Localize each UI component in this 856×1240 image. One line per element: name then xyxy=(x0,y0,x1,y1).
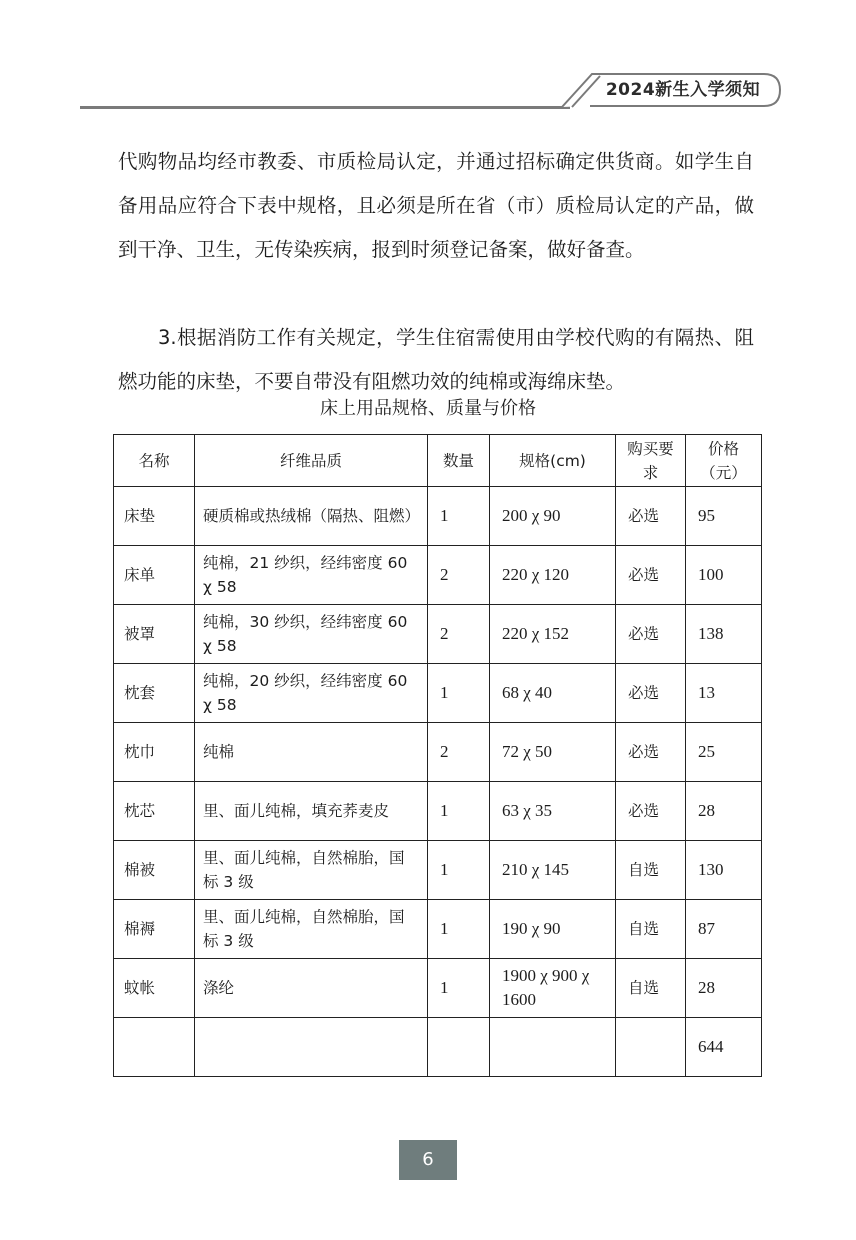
cell-price: 95 xyxy=(686,487,762,546)
cell-price: 25 xyxy=(686,723,762,782)
cell-qty: 1 xyxy=(428,664,490,723)
cell-quality: 纯棉 xyxy=(195,723,428,782)
table-header-row xyxy=(114,435,762,487)
cell-price: 28 xyxy=(686,959,762,1018)
cell-spec: 210 χ 145 xyxy=(490,841,616,900)
col-header-quality: 纤维品质 xyxy=(195,435,428,487)
cell-spec xyxy=(490,1018,616,1077)
cell-qty: 1 xyxy=(428,900,490,959)
cell-quality xyxy=(195,1018,428,1077)
cell-spec: 1900 χ 900 χ 1600 xyxy=(490,959,616,1018)
cell-quality: 里、面儿纯棉，自然棉胎，国标 3 级 xyxy=(195,841,428,900)
cell-spec: 200 χ 90 xyxy=(490,487,616,546)
bedding-spec-table xyxy=(113,434,762,1077)
cell-spec: 220 χ 120 xyxy=(490,546,616,605)
cell-req: 必选 xyxy=(616,487,686,546)
cell-quality: 纯棉，30 纱织，经纬密度 60 χ 58 xyxy=(195,605,428,664)
col-header-qty: 数量 xyxy=(428,435,490,487)
cell-name: 蚊帐 xyxy=(114,959,195,1018)
table-row xyxy=(114,664,762,723)
table-row xyxy=(114,546,762,605)
cell-spec: 68 χ 40 xyxy=(490,664,616,723)
table-row xyxy=(114,605,762,664)
cell-req: 必选 xyxy=(616,782,686,841)
cell-qty: 2 xyxy=(428,605,490,664)
cell-price: 28 xyxy=(686,782,762,841)
paragraph-fire-safety: 3.根据消防工作有关规定，学生住宿需使用由学校代购的有隔热、阻燃功能的床垫，不要自带没有阻燃功效的纯棉或海绵床垫。 xyxy=(118,326,754,393)
cell-spec: 190 χ 90 xyxy=(490,900,616,959)
col-header-spec: 规格(cm) xyxy=(490,435,616,487)
table-row xyxy=(114,841,762,900)
cell-name: 棉被 xyxy=(114,841,195,900)
cell-quality: 纯棉，21 纱织，经纬密度 60 χ 58 xyxy=(195,546,428,605)
header-title: 2024新生入学须知 xyxy=(605,80,761,100)
table-row xyxy=(114,959,762,1018)
cell-qty: 2 xyxy=(428,723,490,782)
cell-spec: 63 χ 35 xyxy=(490,782,616,841)
cell-req: 必选 xyxy=(616,546,686,605)
cell-qty: 1 xyxy=(428,841,490,900)
cell-price: 138 xyxy=(686,605,762,664)
col-header-req: 购买要求 xyxy=(616,435,686,487)
cell-req xyxy=(616,1018,686,1077)
cell-name: 枕芯 xyxy=(114,782,195,841)
cell-quality: 里、面儿纯棉，自然棉胎，国标 3 级 xyxy=(195,900,428,959)
cell-spec: 220 χ 152 xyxy=(490,605,616,664)
cell-req: 自选 xyxy=(616,900,686,959)
col-header-name: 名称 xyxy=(114,435,195,487)
cell-req: 必选 xyxy=(616,605,686,664)
cell-price-total: 644 xyxy=(686,1018,762,1077)
cell-qty: 1 xyxy=(428,782,490,841)
cell-qty: 1 xyxy=(428,487,490,546)
paragraph-supply-rules: 代购物品均经市教委、市质检局认定，并通过招标确定供货商。如学生自备用品应符合下表中规格，且必须是所在省（市）质检局认定的产品，做到干净、卫生，无传染疾病，报到时须登记备案，做好备查。 xyxy=(118,150,754,261)
cell-name: 枕套 xyxy=(114,664,195,723)
cell-price: 13 xyxy=(686,664,762,723)
table-total-row xyxy=(114,1018,762,1077)
cell-quality: 硬质棉或热绒棉（隔热、阻燃） xyxy=(195,487,428,546)
cell-qty xyxy=(428,1018,490,1077)
cell-req: 必选 xyxy=(616,723,686,782)
table-row xyxy=(114,723,762,782)
cell-spec: 72 χ 50 xyxy=(490,723,616,782)
cell-quality: 纯棉，20 纱织，经纬密度 60 χ 58 xyxy=(195,664,428,723)
cell-name: 枕巾 xyxy=(114,723,195,782)
cell-name: 棉褥 xyxy=(114,900,195,959)
table-row xyxy=(114,487,762,546)
cell-req: 必选 xyxy=(616,664,686,723)
cell-req: 自选 xyxy=(616,841,686,900)
cell-req: 自选 xyxy=(616,959,686,1018)
cell-quality: 涤纶 xyxy=(195,959,428,1018)
cell-name: 床垫 xyxy=(114,487,195,546)
cell-qty: 1 xyxy=(428,959,490,1018)
cell-qty: 2 xyxy=(428,546,490,605)
cell-price: 100 xyxy=(686,546,762,605)
cell-name: 床单 xyxy=(114,546,195,605)
cell-name: 被罩 xyxy=(114,605,195,664)
table-row xyxy=(114,782,762,841)
table-row xyxy=(114,900,762,959)
table-title: 床上用品规格、质量与价格 xyxy=(320,398,536,419)
cell-name xyxy=(114,1018,195,1077)
header-rule xyxy=(80,106,570,109)
cell-price: 87 xyxy=(686,900,762,959)
col-header-price: 价格（元） xyxy=(686,435,762,487)
page-number: 6 xyxy=(399,1140,457,1180)
cell-price: 130 xyxy=(686,841,762,900)
cell-quality: 里、面儿纯棉，填充荞麦皮 xyxy=(195,782,428,841)
